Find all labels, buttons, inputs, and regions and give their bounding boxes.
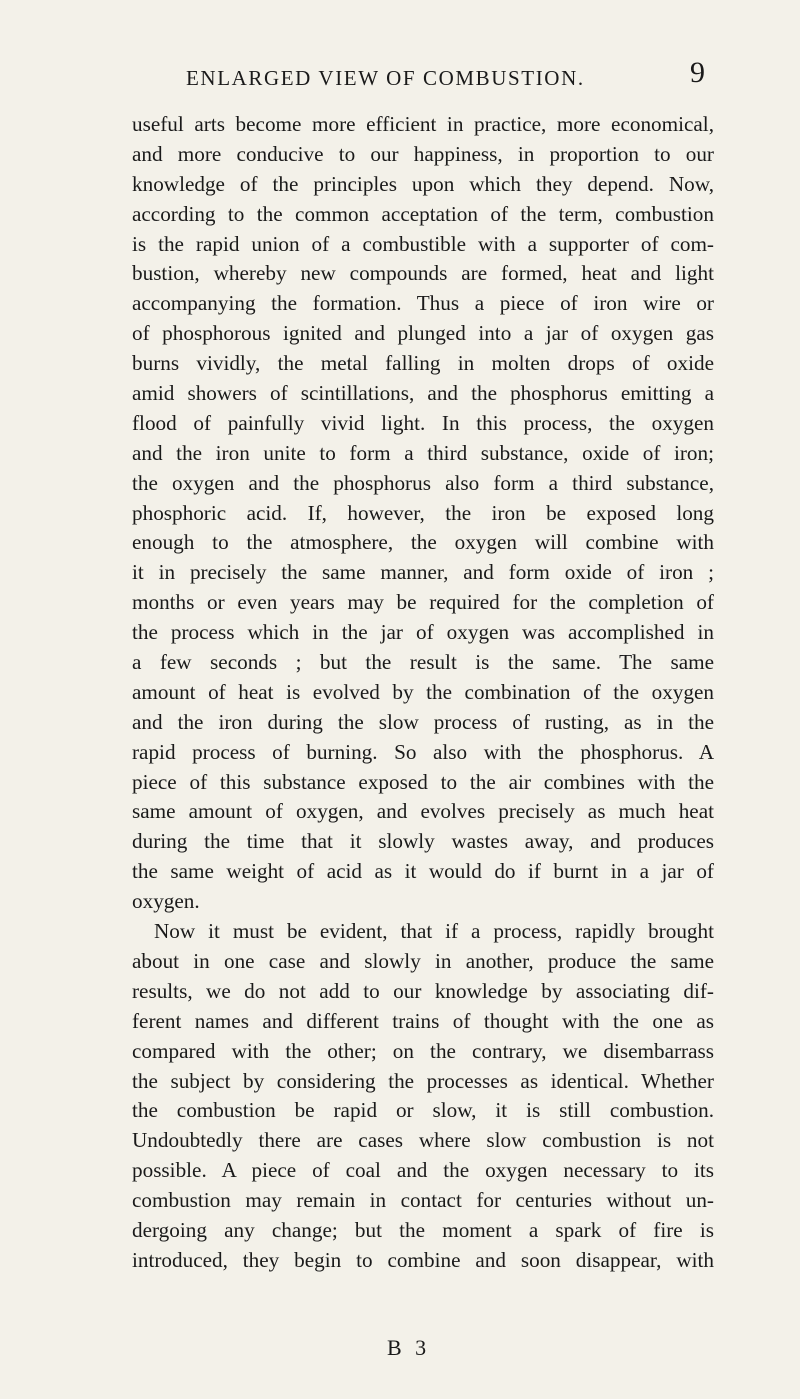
text-line: it in precisely the same manner, and form oxide of iron ; — [132, 560, 714, 585]
text-line: possible. A piece of coal and the oxygen necessary to its — [132, 1158, 714, 1183]
text-line: knowledge of the principles upon which they depend. Now, — [132, 171, 714, 196]
body-text — [132, 110, 714, 1276]
text-line: and more conducive to our happiness, in proportion to our — [132, 141, 714, 166]
text-line: flood of painfully vivid light. In this process, the oxygen — [132, 410, 714, 435]
signature-mark: B 3 — [387, 1335, 431, 1360]
text-line: Undoubtedly there are cases where slow combustion is not — [132, 1128, 714, 1153]
text-line: a few seconds ; but the result is the same. The same — [132, 650, 714, 675]
text-line: months or even years may be required for the completion of — [132, 590, 714, 615]
text-line: dergoing any change; but the moment a spark of fire is — [132, 1217, 714, 1242]
text-line: of phosphorous ignited and plunged into a jar of oxygen gas — [132, 321, 714, 346]
text-line: the same weight of acid as it would do if burnt in a jar of — [132, 859, 714, 884]
running-title: ENLARGED VIEW OF COMBUSTION. — [186, 66, 585, 90]
text-line: during the time that it slowly wastes away, and produces — [132, 829, 714, 854]
text-line: ferent names and different trains of thought with the one as — [132, 1008, 714, 1033]
text-line: amid showers of scintillations, and the phosphorus emitting a — [132, 381, 714, 406]
text-line: amount of heat is evolved by the combination of the oxygen — [132, 679, 714, 704]
text-line: and the iron during the slow process of rusting, as in the — [132, 709, 714, 734]
text-line: Now it must be evident, that if a process, rapidly brought — [154, 919, 714, 944]
text-line: burns vividly, the metal falling in molten drops of oxide — [132, 351, 714, 376]
text-line: bustion, whereby new compounds are formed, heat and light — [132, 261, 714, 286]
text-line: combustion may remain in contact for centuries without un- — [132, 1188, 714, 1213]
page-number: 9 — [690, 56, 705, 89]
text-line: results, we do not add to our knowledge by associating dif- — [132, 978, 714, 1003]
text-line: enough to the atmosphere, the oxygen will combine with — [132, 530, 714, 555]
text-line: introduced, they begin to combine and soon disappear, with — [132, 1247, 714, 1272]
text-line: the process which in the jar of oxygen was accomplished in — [132, 620, 714, 645]
text-line: rapid process of burning. So also with the phosphorus. A — [132, 739, 714, 764]
text-line: and the iron unite to form a third substance, oxide of iron; — [132, 440, 714, 465]
text-line: the combustion be rapid or slow, it is still combustion. — [132, 1098, 714, 1123]
text-line: is the rapid union of a combustible with a supporter of com- — [132, 231, 714, 256]
running-head — [0, 58, 800, 98]
text-line: the oxygen and the phosphorus also form a third substance, — [132, 470, 714, 495]
text-line: compared with the other; on the contrary, we disembarrass — [132, 1038, 714, 1063]
text-line: accompanying the formation. Thus a piece of iron wire or — [132, 291, 714, 316]
text-line: the subject by considering the processes as identical. Whether — [132, 1068, 714, 1093]
text-line: phosphoric acid. If, however, the iron be exposed long — [132, 500, 714, 525]
text-line: about in one case and slowly in another, produce the same — [132, 948, 714, 973]
text-line: according to the common acceptation of the term, combustion — [132, 201, 714, 226]
text-line: piece of this substance exposed to the air combines with the — [132, 769, 714, 794]
text-line: useful arts become more efficient in practice, more economical, — [132, 112, 714, 136]
text-line: same amount of oxygen, and evolves precisely as much heat — [132, 799, 714, 824]
text-line: oxygen. — [132, 889, 200, 914]
